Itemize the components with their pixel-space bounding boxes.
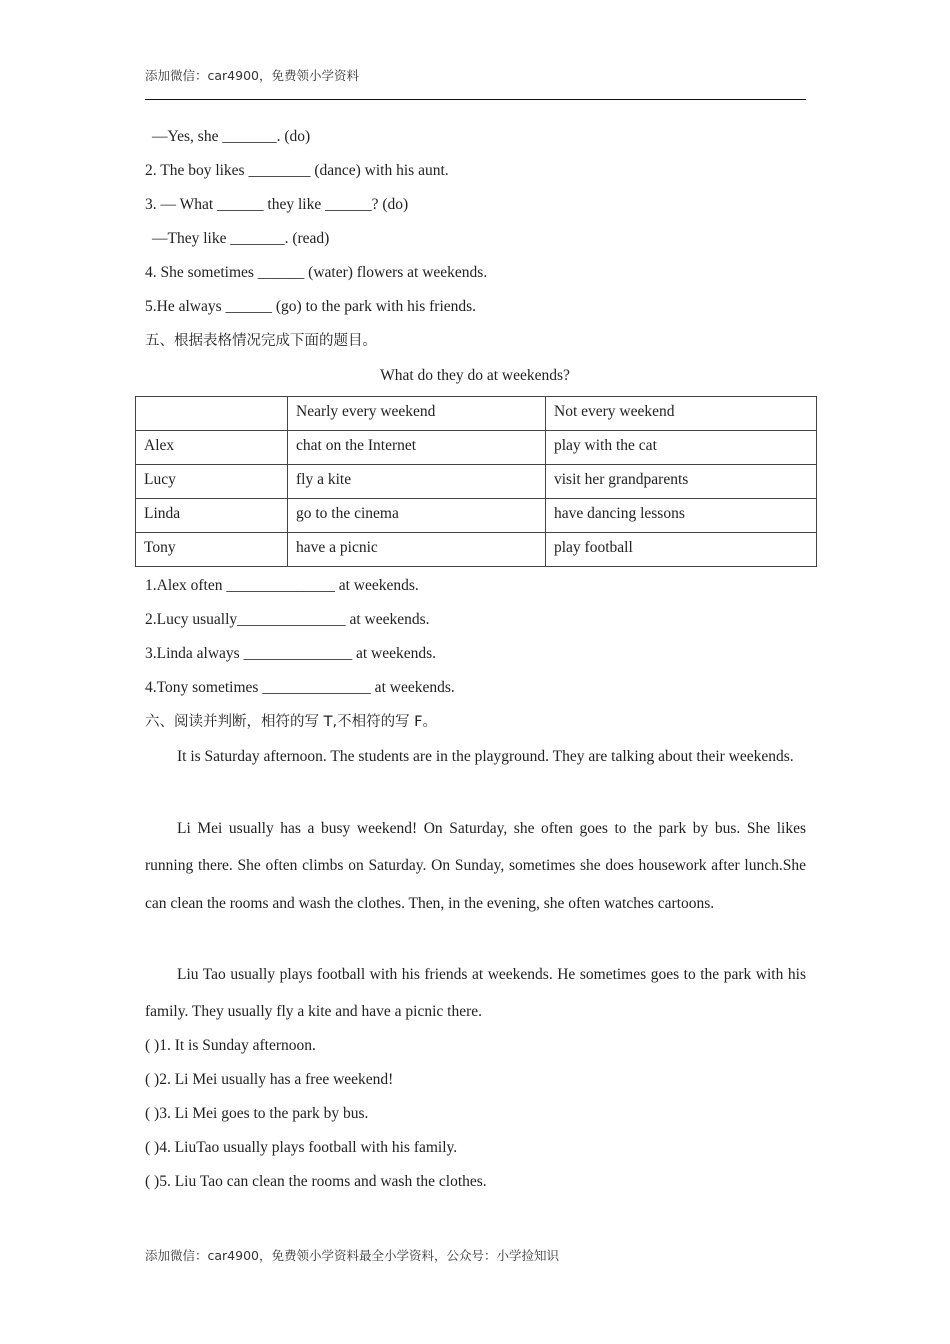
page-header: 添加微信：car4900，免费领小学资料	[145, 68, 359, 83]
section-5-heading: 五、根据表格情况完成下面的题目。	[145, 333, 377, 349]
weekend-table	[135, 396, 817, 567]
table-cell: Lucy	[136, 465, 288, 499]
table-header-cell: Nearly every weekend	[288, 397, 546, 431]
table-cell: visit her grandparents	[546, 465, 817, 499]
table-row	[136, 533, 817, 567]
table-row	[136, 431, 817, 465]
table-cell: play with the cat	[546, 431, 817, 465]
table-cell: Tony	[136, 533, 288, 567]
judgement-statement: ( )2. Li Mei usually has a free weekend!	[145, 1071, 394, 1088]
exercise-line: 4. She sometimes ______ (water) flowers at weekends.	[145, 264, 488, 281]
exercise-line: —Yes, she _______. (do)	[152, 128, 311, 145]
judgement-statement: ( )4. LiuTao usually plays football with his family.	[145, 1139, 458, 1156]
reading-paragraph: It is Saturday afternoon. The students are in the playground. They are talking about their weekends.	[177, 748, 794, 765]
question-line: 1.Alex often ______________ at weekends.	[145, 577, 419, 594]
exercise-line: —They like _______. (read)	[152, 230, 330, 247]
table-header-row	[136, 397, 817, 431]
table-cell: go to the cinema	[288, 499, 546, 533]
table-cell: Alex	[136, 431, 288, 465]
table-header-cell	[136, 397, 288, 431]
table-cell: chat on the Internet	[288, 431, 546, 465]
exercise-line: 2. The boy likes ________ (dance) with his aunt.	[145, 162, 449, 179]
header-divider	[145, 99, 806, 100]
table-caption: What do they do at weekends?	[380, 367, 570, 384]
exercise-line: 3. — What ______ they like ______? (do)	[145, 196, 409, 213]
table-row	[136, 499, 817, 533]
judgement-statement: ( )5. Liu Tao can clean the rooms and wash the clothes.	[145, 1173, 487, 1190]
judgement-statement: ( )3. Li Mei goes to the park by bus.	[145, 1105, 369, 1122]
table-row	[136, 465, 817, 499]
section-6-heading: 六、阅读并判断，相符的写 T,不相符的写 F。	[145, 714, 438, 730]
reading-paragraph: Liu Tao usually plays football with his friends at weekends. He sometimes goes to the park with his family. They usually fly a kite and have a picnic there.	[145, 966, 806, 1021]
page-footer: 添加微信：car4900，免费领小学资料最全小学资料，公众号：小学捡知识	[145, 1248, 559, 1263]
exercise-line: 5.He always ______ (go) to the park with his friends.	[145, 298, 477, 315]
table-cell: play football	[546, 533, 817, 567]
table-header-cell: Not every weekend	[546, 397, 817, 431]
question-line: 3.Linda always ______________ at weekends.	[145, 645, 436, 662]
table-cell: have a picnic	[288, 533, 546, 567]
table-cell: Linda	[136, 499, 288, 533]
table-cell: have dancing lessons	[546, 499, 817, 533]
judgement-statement: ( )1. It is Sunday afternoon.	[145, 1037, 316, 1054]
question-line: 2.Lucy usually______________ at weekends.	[145, 611, 430, 628]
reading-paragraph: Li Mei usually has a busy weekend! On Saturday, she often goes to the park by bus. She likes running there. She often climbs on Saturday. On Sunday, sometimes she does housework after lunch.She can clean the rooms and wash the clothes. Then, in the evening, she often watches cartoons.	[145, 820, 806, 912]
table-cell: fly a kite	[288, 465, 546, 499]
question-line: 4.Tony sometimes ______________ at weekends.	[145, 679, 455, 696]
